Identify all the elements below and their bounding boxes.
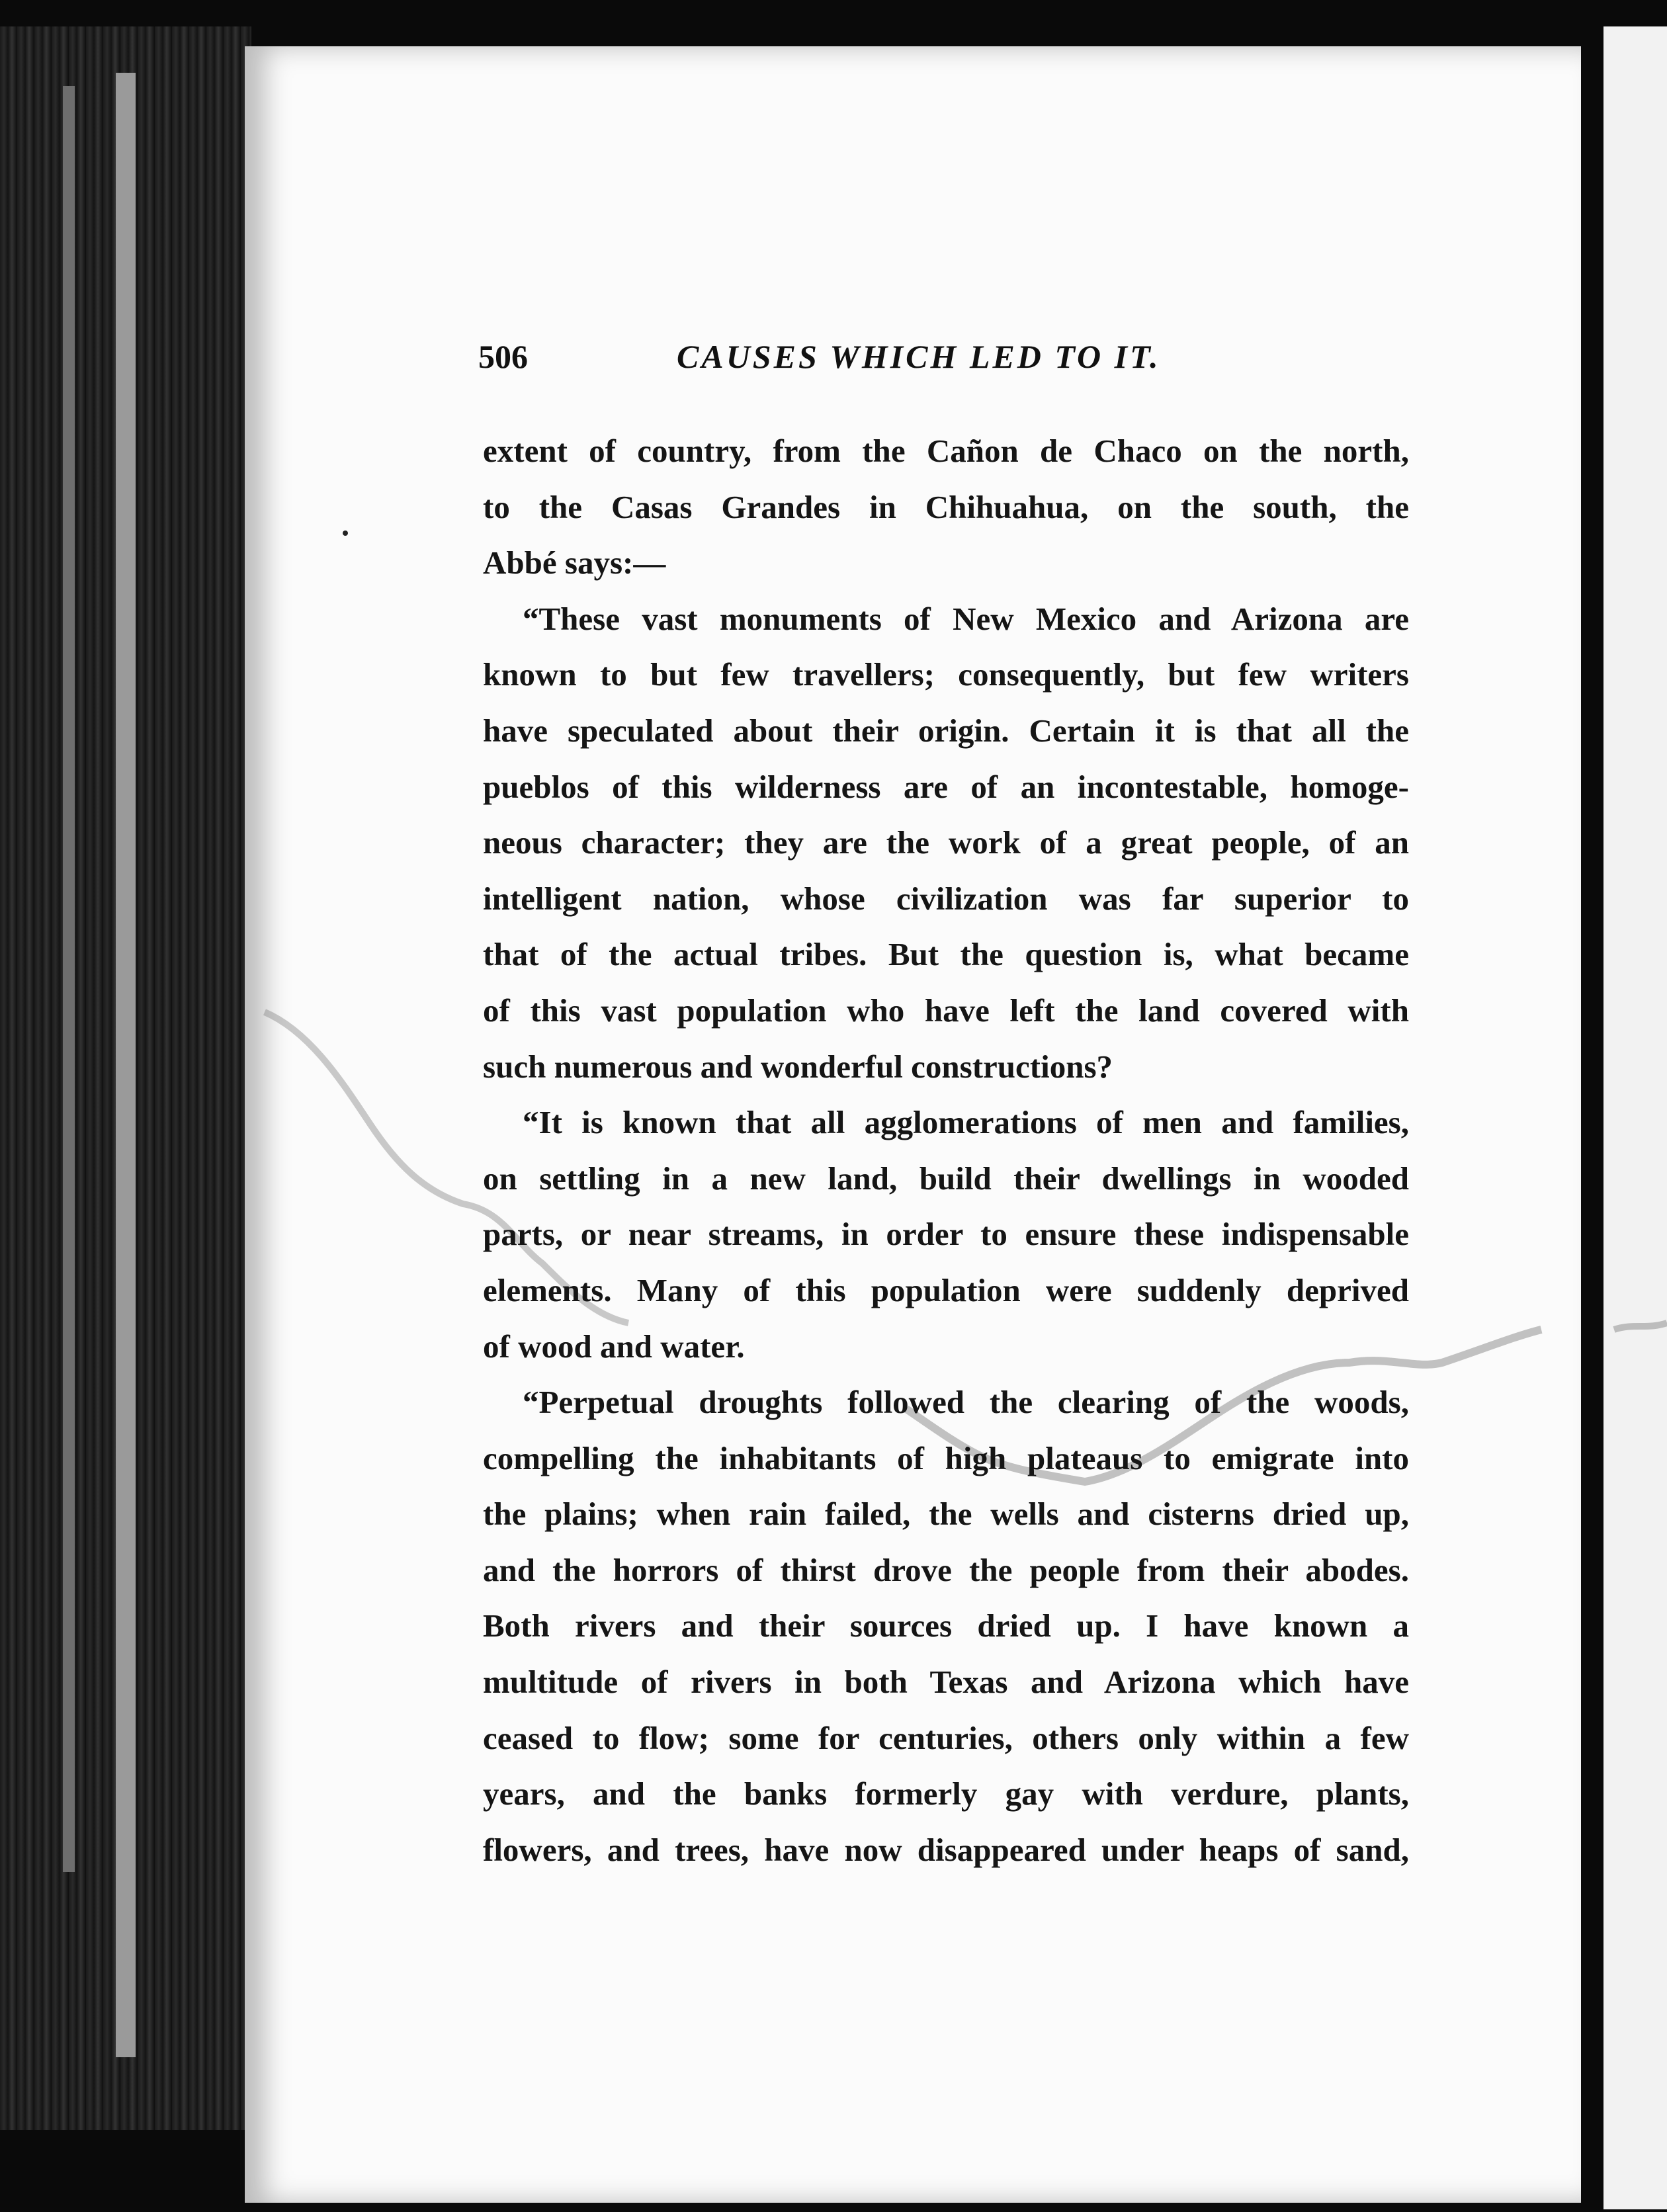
running-header [478,337,1404,384]
text-line: Both rivers and their sources dried up. I have known a [483,1607,1409,1644]
text-line: such numerous and wonderful constructions? [483,1048,1113,1085]
text-line: “These vast monuments of New Mexico and Arizona are [523,600,1409,637]
text-line: pueblos of this wilderness are of an incontestable, homoge- [483,768,1409,805]
text-line: and the horrors of thirst drove the people from their abodes. [483,1551,1409,1588]
page-edges [63,86,75,1872]
speck [343,531,348,536]
text-line: “Perpetual droughts followed the clearing of the woods, [523,1384,1409,1421]
page-number: 506 [478,338,528,375]
text-line: on settling in a new land, build their dwellings in wooded [483,1160,1409,1197]
text-line: flowers, and trees, have now disappeared under heaps of sand, [483,1831,1409,1868]
page-edges-inner [116,73,136,2057]
text-line: that of the actual tribes. But the question is, what became [483,936,1409,973]
text-line: of this vast population who have left the land covered with [483,992,1409,1029]
text-line: the plains; when rain failed, the wells and cisterns dried up, [483,1496,1409,1533]
text-line: compelling the inhabitants of high plateaus to emigrate into [483,1439,1409,1476]
text-line: to the Casas Grandes in Chihuahua, on the south, the [483,488,1409,525]
facing-page-edge [1594,26,1667,2209]
body-text [483,423,1409,1878]
text-line: have speculated about their origin. Certain it is that all the [483,712,1409,749]
text-line: years, and the banks formerly gay with verdure, plants, [483,1775,1409,1812]
text-line: known to but few travellers; consequently, but few writers [483,656,1409,693]
text-line: parts, or near streams, in order to ensure these indispensable [483,1216,1409,1253]
text-line: extent of country, from the Cañon de Chaco on the north, [483,433,1409,469]
text-line: elements. Many of this population were suddenly deprived [483,1271,1409,1308]
text-line: neous character; they are the work of a great people, of an [483,824,1409,861]
text-line: Abbé says:— [483,544,666,581]
text-line: ceased to flow; some for centuries, others only within a few [483,1719,1409,1756]
text-line: of wood and water. [483,1328,745,1365]
text-line: intelligent nation, whose civilization was far superior to [483,880,1409,917]
running-title: CAUSES WHICH LED TO IT. [677,338,1161,375]
text-line: multitude of rivers in both Texas and Arizona which have [483,1664,1409,1701]
text-line: “It is known that all agglomerations of men and families, [523,1104,1409,1141]
